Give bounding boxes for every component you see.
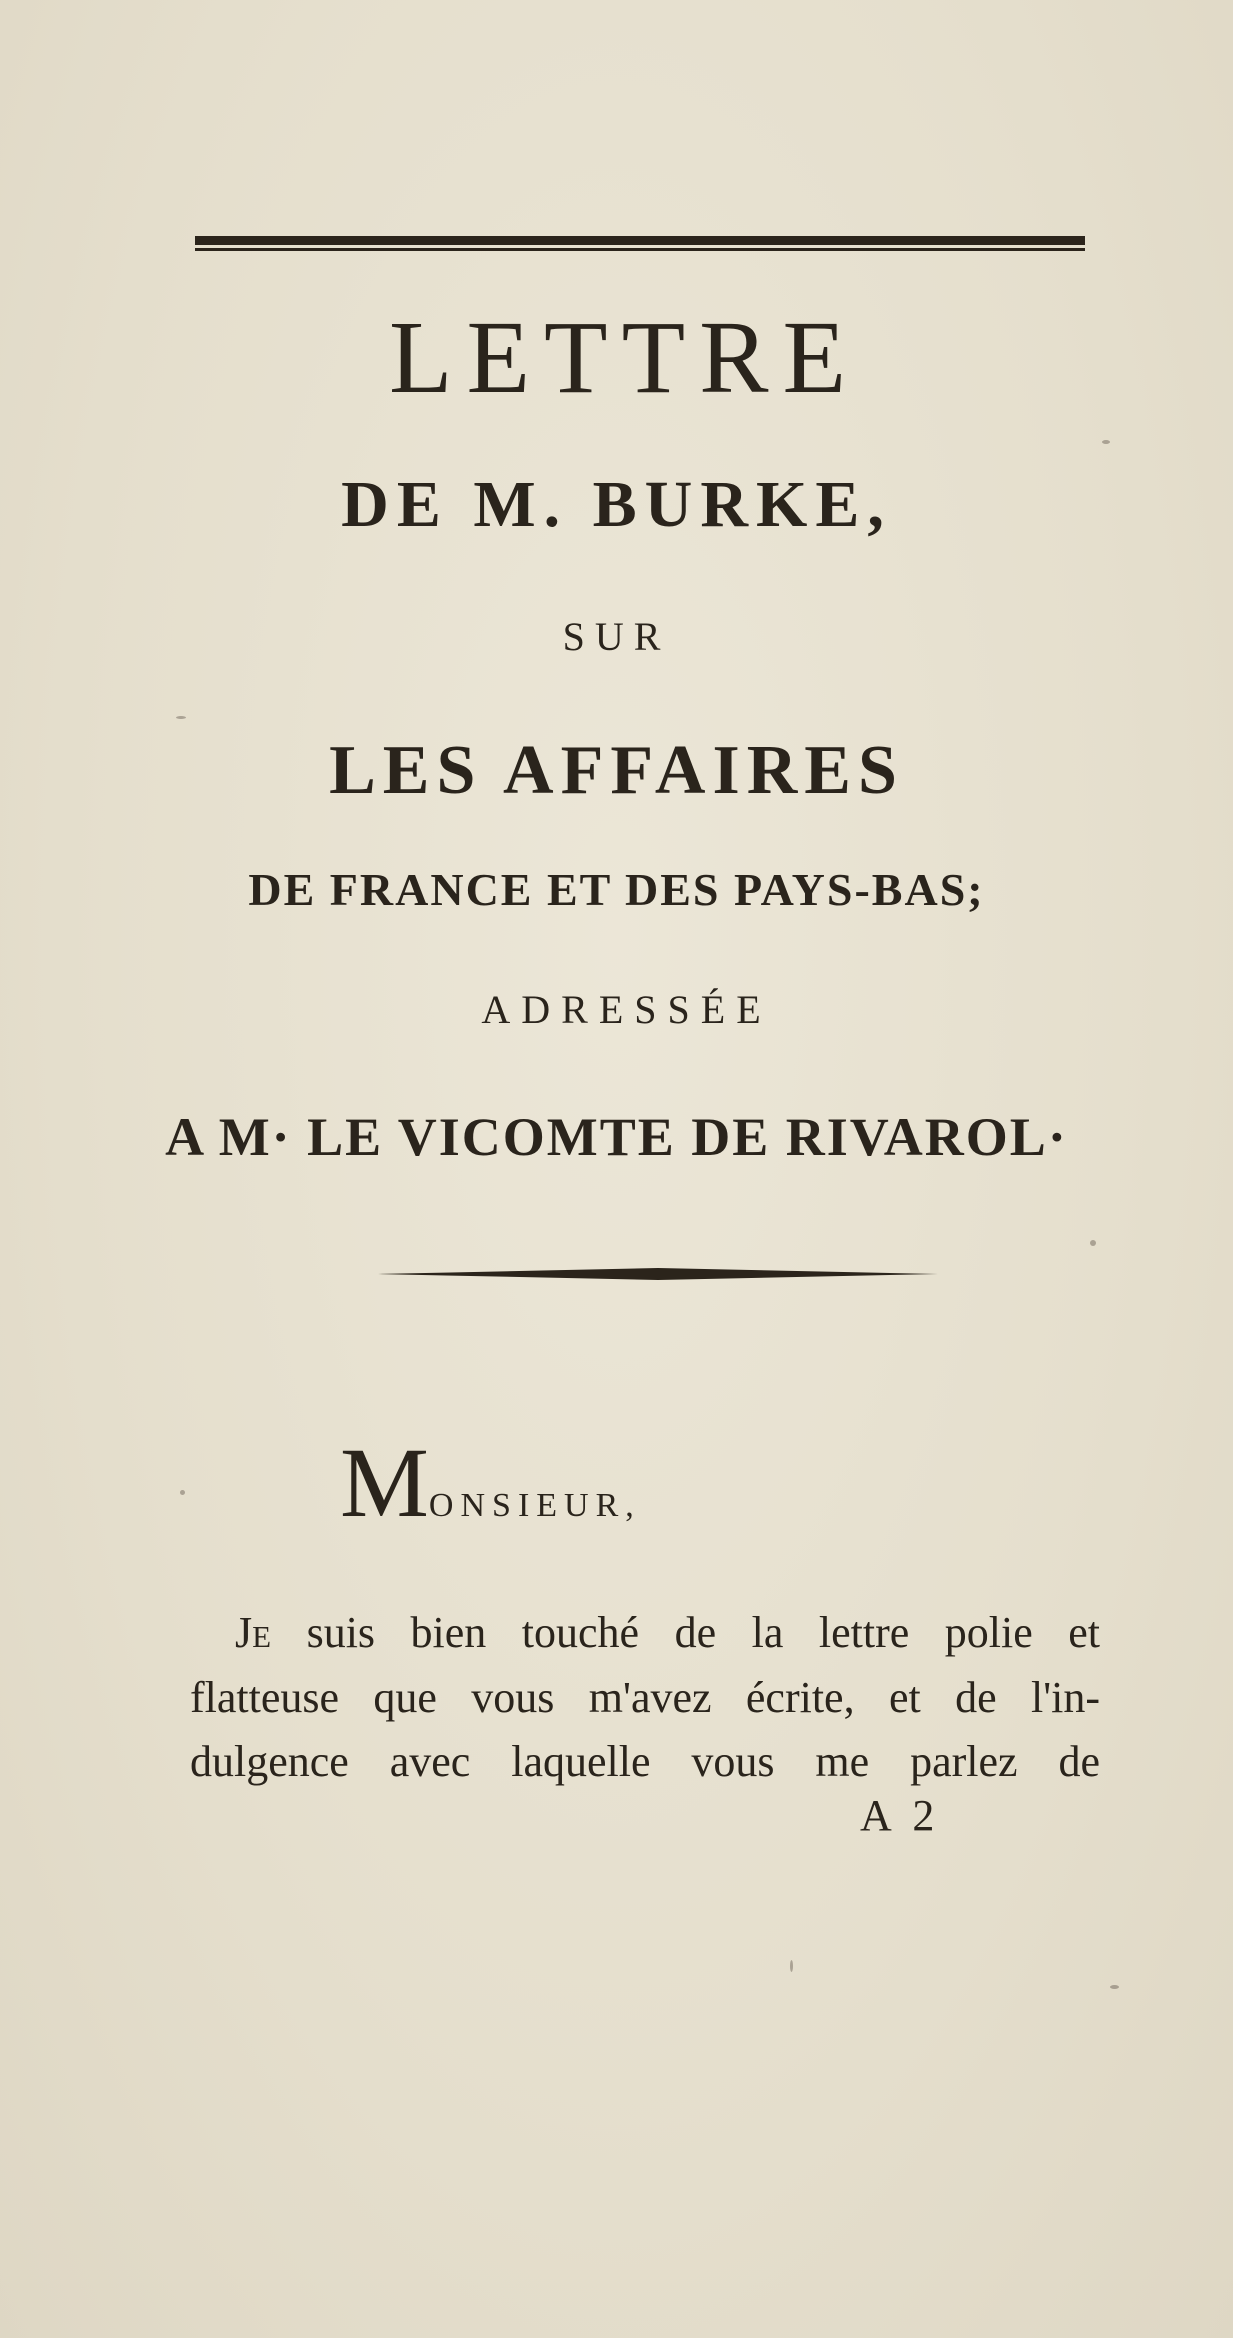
body-line-1 — [190, 1605, 1100, 1661]
title-adressee: ADRESSÉE — [481, 987, 772, 1032]
salutation-initial: M — [340, 1427, 429, 1538]
salutation — [340, 1428, 641, 1538]
body-line-1-rest: suis bien touché de la lettre polie et — [271, 1608, 1100, 1657]
salutation-rest: ONSIEUR, — [428, 1487, 641, 1524]
ornamental-divider — [378, 1262, 938, 1286]
title-sur: SUR — [562, 614, 671, 659]
body-line-1-lead: Je — [235, 1608, 272, 1657]
title-recipient: A M· LE VICOMTE DE RIVAROL· — [165, 1107, 1068, 1167]
signature-mark: A 2 — [860, 1791, 941, 1840]
title-lettre: LETTRE — [388, 300, 860, 415]
top-double-rule — [195, 236, 1085, 254]
title-affaires: LES AFFAIRES — [329, 732, 904, 809]
body-line-2: flatteuse que vous m'avez écrite, et de l'in- — [190, 1673, 1100, 1722]
title-author: DE M. BURKE, — [341, 468, 892, 541]
title-countries: DE FRANCE ET DES PAYS-BAS; — [248, 864, 985, 915]
body-line-3: dulgence avec laquelle vous me parlez de — [190, 1737, 1100, 1786]
